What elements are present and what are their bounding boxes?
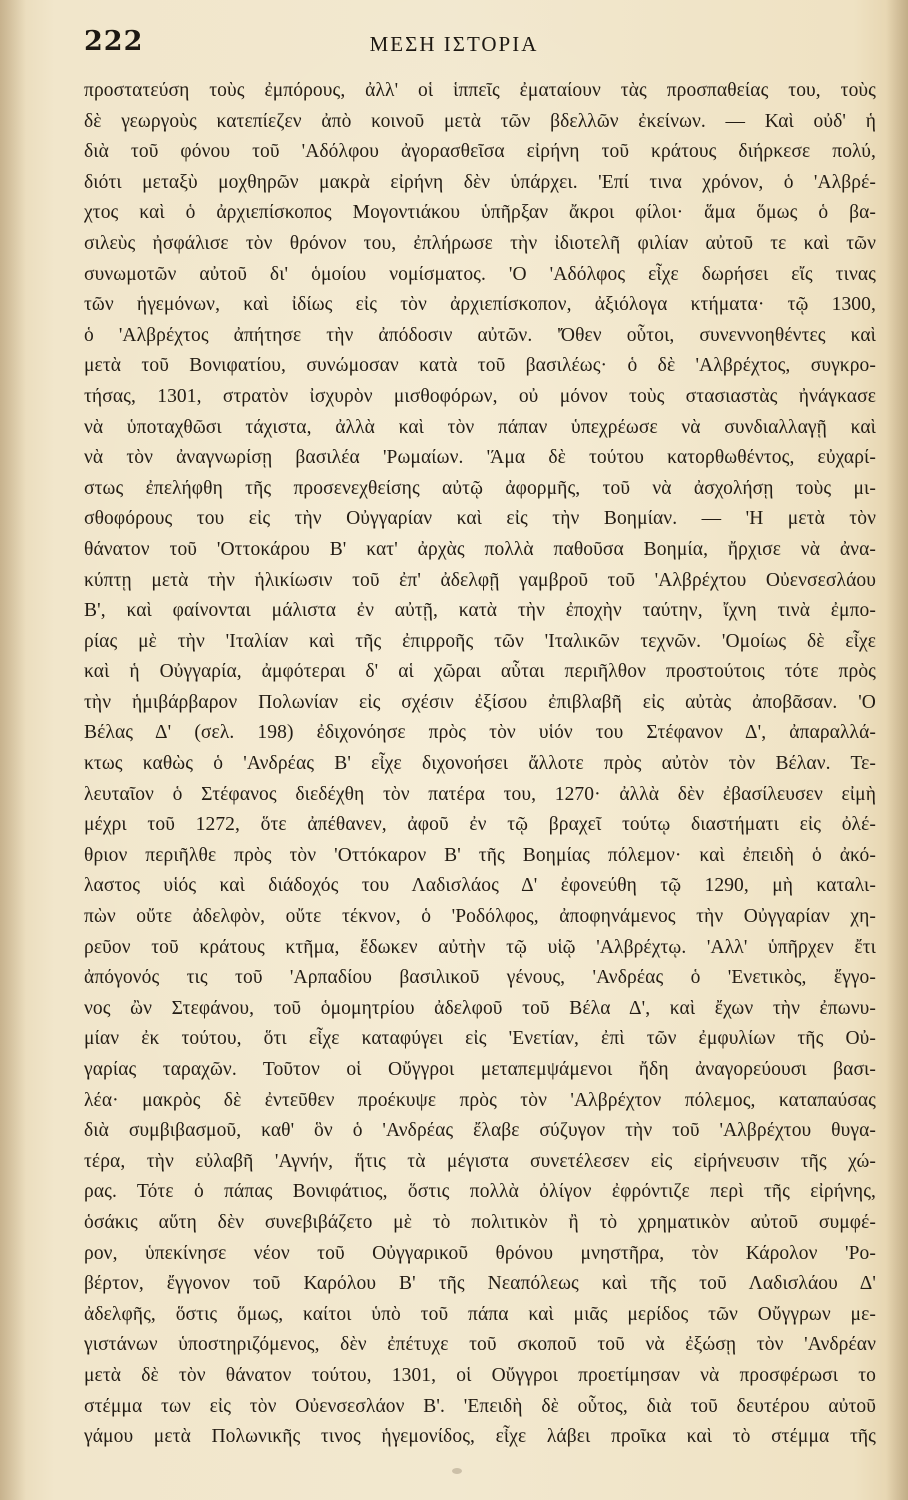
text-line: Β', καὶ φαίνονται μάλιστα ἐν αὐτῇ, κατὰ τὴν ἐποχὴν ταύτην, ἴχνη τινὰ ἐμπο- (84, 600, 876, 622)
text-line: βέρτον, ἔγγονον τοῦ Καρόλου Β' τῆς Νεαπόλεως καὶ τῆς τοῦ Λαδισλάου Δ' (84, 1273, 876, 1295)
text-line: τήσας, 1301, στρατὸν ἰσχυρὸν μισθοφόρων, οὐ μόνον τοὺς στασιαστὰς ἠνάγκασε (84, 385, 876, 407)
text-line: τῶν ἡγεμόνων, καὶ ἰδίως εἰς τὸν ἀρχιεπίσκοπον, ἀξιόλογα κτήματα· τῷ 1300, (84, 294, 876, 316)
text-line: σθοφόρους του εἰς τὴν Οὐγγαρίαν καὶ εἰς τὴν Βοημίαν. — 'Η μετὰ τὸν (84, 508, 876, 530)
text-line: θριον περιῆλθε πρὸς τὸν 'Οττόκαρον Β' τῆς Βοημίας πόλεμον· καὶ ἐπειδὴ ὁ ἀκό- (84, 844, 876, 866)
running-title: ΜΕΣΗ ΙΣΤΟΡΙΑ (369, 32, 539, 56)
text-line: τέρα, τὴν εὐλαβῆ 'Αγνήν, ἥτις τὰ μέγιστα συνετέλεσεν εἰς εἰρήνευσιν τῆς χώ- (84, 1150, 876, 1172)
text-line: γιστάνων ὑποστηριζόμενος, δὲν ἐπέτυχε τοῦ σκοποῦ τοῦ νὰ ἐξώσῃ τὸν 'Ανδρέαν (84, 1334, 876, 1356)
text-line: χτος καὶ ὁ ἀρχιεπίσκοπος Μογοντιάκου ὑπῆρξαν ἄκροι φίλοι· ἅμα ὅμως ὁ βα- (84, 202, 876, 224)
text-line: νος ὢν Στεφάνου, τοῦ ὁμομητρίου ἀδελφοῦ τοῦ Βέλα Δ', καὶ ἔχων τὴν ἐπωνυ- (84, 997, 876, 1019)
body-text (84, 76, 876, 1453)
text-line: μετὰ δὲ τὸν θάνατον τούτου, 1301, οἱ Οὔγγροι προετίμησαν νὰ προσφέρωσι το (84, 1364, 876, 1386)
text-line: μίαν ἐκ τούτου, ὅτι εἶχε καταφύγει εἰς 'Ενετίαν, ἐπὶ τῶν ἐμφυλίων τῆς Οὐ- (84, 1028, 876, 1050)
text-line: ρίας μὲ τὴν 'Ιταλίαν καὶ τῆς ἐπιρροῆς τῶν 'Ιταλικῶν τεχνῶν. 'Ομοίως δὲ εἶχε (84, 630, 876, 652)
text-line: ἀδελφῆς, ὅστις ὅμως, καίτοι ὑπὸ τοῦ πάπα καὶ μιᾶς μερίδος τῶν Οὔγγρων με- (84, 1303, 876, 1325)
text-line: λευταῖον ὁ Στέφανος διεδέχθη τὸν πατέρα του, 1270· ἀλλὰ δὲν ἐβασίλευσεν εἰμὴ (84, 783, 876, 805)
text-line: ρεῦον τοῦ κράτους κτῆμα, ἔδωκεν αὐτὴν τῷ υἱῷ 'Αλβρέχτῳ. 'Αλλ' ὑπῆρχεν ἔτι (84, 936, 876, 958)
text-line: νὰ ὑποταχθῶσι τάχιστα, ἀλλὰ καὶ τὸν πάπαν ὑπεχρέωσε νὰ συνδιαλλαγῇ καὶ (84, 416, 876, 438)
text-line: ἀπόγονός τις τοῦ 'Αρπαδίου βασιλικοῦ γένους, 'Ανδρέας ὁ 'Ενετικὸς, ἔγγο- (84, 967, 876, 989)
text-line: θάνατον τοῦ 'Οττοκάρου Β' κατ' ἀρχὰς πολλὰ παθοῦσα Βοημία, ἤρχισε νὰ ἀνα- (84, 538, 876, 560)
text-line: προστατεύση τοὺς ἐμπόρους, ἀλλ' οἱ ἱππεῖς ἐματαίουν τὰς προσπαθείας του, τοὺς (84, 80, 876, 101)
text-line: γάμου μετὰ Πολωνικῆς τινος ἡγεμονίδος, εἶχε λάβει προῖκα καὶ τὸ στέμμα τῆς (84, 1426, 876, 1448)
page-number: 222 (84, 26, 144, 57)
text-line: τὴν ἡμιβάρβαρον Πολωνίαν εἰς σχέσιν ἐξίσου ἐπιβλαβῆ εἰς αὐτὰς ἀποβᾶσαν. 'Ο (84, 691, 876, 713)
text-line: στέμμα των εἰς τὸν Οὐενσεσλάον Β'. 'Επειδὴ δὲ οὗτος, διὰ τοῦ δευτέρου αὐτοῦ (84, 1395, 876, 1417)
text-line: λέα· μακρὸς δὲ ἐντεῦθεν προέκυψε πρὸς τὸν 'Αλβρέχτον πόλεμος, καταπαύσας (84, 1089, 876, 1111)
text-line: συνωμοτῶν αὐτοῦ δι' ὁμοίου νομίσματος. 'Ο 'Αδόλφος εἶχε δωρήσει εἴς τινας (84, 263, 876, 285)
running-head (0, 22, 908, 66)
text-line: μετὰ τοῦ Βονιφατίου, συνώμοσαν κατὰ τοῦ βασιλέως· ὁ δὲ 'Αλβρέχτος, συγκρο- (84, 355, 876, 377)
text-line: στως ἐπελήφθη τῆς προσενεχθείσης αὐτῷ ἀφορμῆς, τοῦ νὰ ἀσχολήσῃ τοὺς μι- (84, 477, 876, 499)
page-edge-shadow-left (0, 0, 26, 1500)
text-line: Βέλας Δ' (σελ. 198) ἐδιχονόησε πρὸς τὸν υἱόν του Στέφανον Δ', ἀπαραλλά- (84, 722, 876, 744)
text-line: διότι μεταξὺ μοχθηρῶν μακρὰ εἰρήνη δὲν ὑπάρχει. 'Επί τινα χρόνον, ὁ 'Αλβρέ- (84, 171, 876, 193)
text-line: ὁσάκις αὕτη δὲν συνεβιβάζετο μὲ τὸ πολιτικὸν ἢ τὸ χρηματικὸν αὐτοῦ συμφέ- (84, 1211, 876, 1233)
text-line: γαρίας ταραχῶν. Τοῦτον οἱ Οὔγγροι μεταπεμψάμενοι ἤδη ἀναγορεύουσι βασι- (84, 1059, 876, 1080)
text-line: νὰ τὸν ἀναγνωρίσῃ βασιλέα 'Ρωμαίων. 'Άμα δὲ τούτου κατορθωθέντος, εὐχαρί- (84, 447, 876, 469)
text-line: πὼν οὔτε ἀδελφὸν, οὔτε τέκνον, ὁ 'Ροδόλφος, ἀποφηνάμενος τὴν Οὐγγαρίαν χη- (84, 906, 876, 928)
text-line: λαστος υἱός καὶ διάδοχός του Λαδισλάος Δ' ἐφονεύθη τῷ 1290, μὴ καταλι- (84, 875, 876, 897)
text-line: διὰ συμβιβασμοῦ, καθ' ὃν ὁ 'Ανδρέας ἔλαβε σύζυγον τὴν τοῦ 'Αλβρέχτου θυγα- (84, 1120, 876, 1142)
page-edge-shadow-right (886, 0, 908, 1500)
text-line: δὲ γεωργοὺς κατεπίεζεν ἀπὸ κοινοῦ μετὰ τῶν βδελλῶν ἐκείνων. — Καὶ οὐδ' ἡ (84, 110, 876, 132)
text-line: καὶ ἡ Οὐγγαρία, ἀμφότεραι δ' αἱ χῶραι αὗται περιῆλθον προστούτοις τότε πρὸς (84, 661, 876, 683)
ink-smudge (452, 1468, 462, 1474)
text-line: διὰ τοῦ φόνου τοῦ 'Αδόλφου ἀγορασθεῖσα εἰρήνη τοῦ κράτους διήρκεσε πολύ, (84, 141, 876, 163)
text-line: ρας. Τότε ὁ πάπας Βονιφάτιος, ὅστις πολλὰ ὀλίγον ἐφρόντιζε περὶ τῆς εἰρήνης, (84, 1181, 876, 1203)
text-line: σιλεὺς ἠσφάλισε τὸν θρόνον του, ἐπλήρωσε τὴν ἰδιοτελῆ φιλίαν αὐτοῦ τε καὶ τῶν (84, 232, 876, 254)
text-line: κύπτῃ μετὰ τὴν ἡλικίωσιν τοῦ ἐπ' ἀδελφῇ γαμβροῦ τοῦ 'Αλβρέχτου Οὐενσεσλάου (84, 569, 876, 591)
text-line: ρον, ὑπεκίνησε νέον τοῦ Οὐγγαρικοῦ θρόνου μνηστῆρα, τὸν Κάρολον 'Ρο- (84, 1242, 876, 1264)
text-line: ὁ 'Αλβρέχτος ἀπήτησε τὴν ἀπόδοσιν αὐτῶν. 'Όθεν οὗτοι, συνεννοηθέντες καὶ (84, 324, 876, 346)
text-line: μέχρι τοῦ 1272, ὅτε ἀπέθανεν, ἀφοῦ ἐν τῷ βραχεῖ τούτῳ διαστήματι εἰς ὀλέ- (84, 814, 876, 836)
text-line: κτως καθὼς ὁ 'Ανδρέας Β' εἶχε διχονοήσει ἄλλοτε πρὸς αὐτὸν τὸν Βέλαν. Τε- (84, 753, 876, 775)
